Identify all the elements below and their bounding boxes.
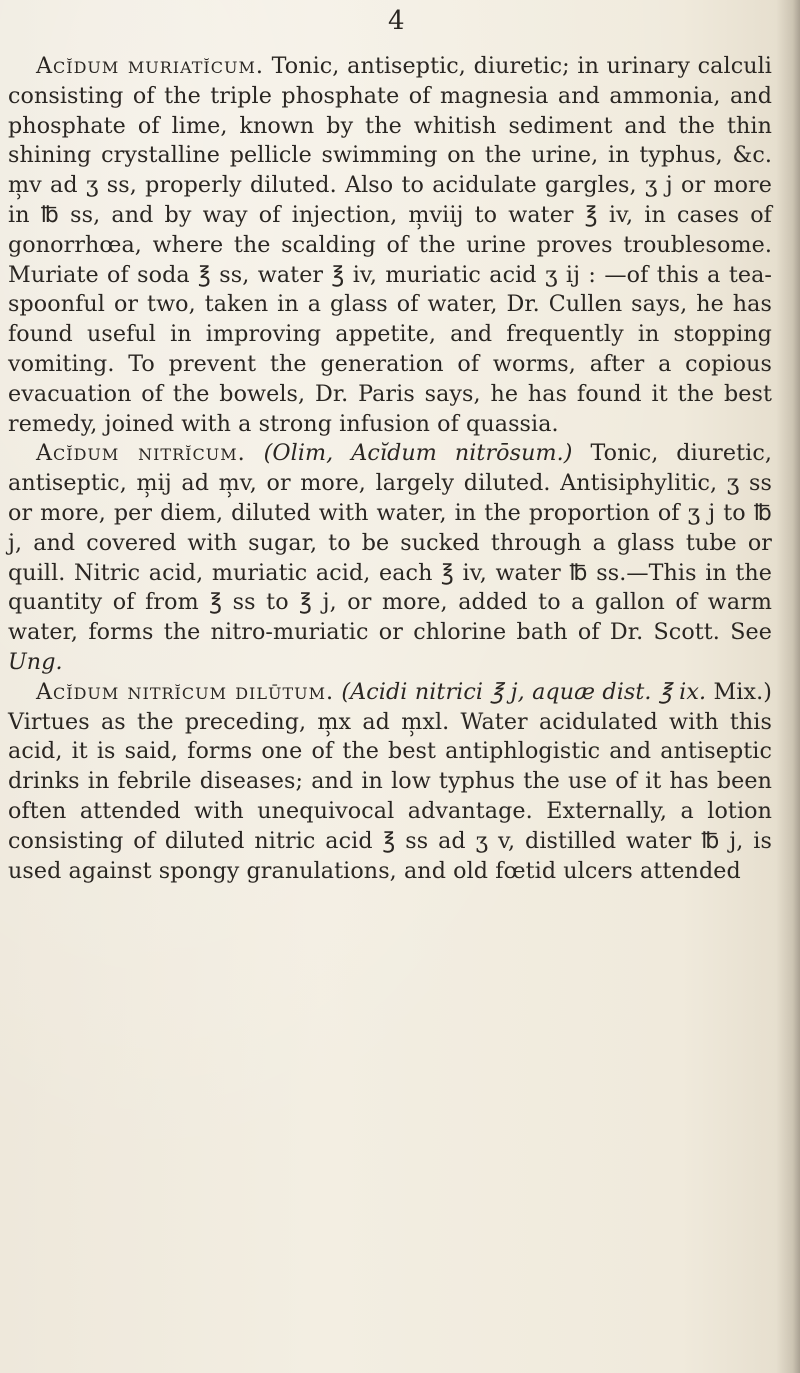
page-edge-shadow [776,0,800,1373]
entry-text: Virtues as the preceding, m̹x ad m̹xl. Water acidulated with this acid, it is said, forms one of the best antiphlogistic and antiseptic drinks in febrile diseases; and in low typhus the use of it has been often attended with unequivocal advantage. Externally, a lotion consisting of diluted nitric acid ℥ ss ad ʒ v, distilled water ℔ j, is used against spongy granulations, and old fœtid ulcers attended [8,708,772,884]
page-number: 4 [388,6,405,36]
entry-heading: Acĭdum muriatĭcum. [36,53,264,79]
entry-heading: Acĭdum nitrĭcum. [36,440,246,467]
entry-text: Tonic, antiseptic, diuretic; in urinary calculi consisting of the triple phosphate of magnesia and ammonia, and phosphate of lime, known by the whitish sediment and the thin shining crystalline pellicle swimming on the urine, in typhus, &c. m̹v ad ʒ ss, properly diluted. Also to acidulate gargles, ʒ j or more in ℔ ss, and by way of injection, m̹viij to water ℥ iv, in cases of gonorrhœa, where the scalding of the urine proves troublesome. Muriate of soda ℥ ss, water ℥ iv, muriatic acid ʒ ij : —of this a tea-spoonful or two, taken in a glass of water, Dr. Cullen says, he has found useful in improving appetite, and frequently in stopping vomiting. To prevent the generation of worms, after a copious evacuation of the bowels, Dr. Paris says, he has found it the best remedy, joined with a strong infusion of quassia. [8,53,772,437]
entry-synonym: (Olim, Acĭdum nitrōsum.) [263,440,573,467]
entry-synonym: (Acidi nitrici ℥ j, aquæ dist. ℥ ix. [341,678,707,705]
entry-synonym-tail: Mix.) [713,678,772,705]
entry-acidum-nitricum-dilutum [8,678,772,887]
entry-reference: Ung. [8,648,63,675]
entry-acidum-muriaticum [8,52,772,439]
entry-text: Tonic, diuretic, antiseptic, m̹ij ad m̹v, or more, largely diluted. Antisiphylitic, ʒ ss or more, per diem, diluted with water, in the proportion of ʒ j to ℔ j, and covered with sugar, to be sucked through a glass tube or quill. Nitric acid, muriatic acid, each ℥ iv, water ℔ ss.—This in the quantity of from ℥ ss to ℥ j, or more, added to a gallon of warm water, forms the nitro-muriatic or chlorine bath of Dr. Scott. See [8,440,773,646]
entry-heading: Acĭdum nitrĭcum dilūtum. [36,678,335,705]
entry-acidum-nitricum [8,439,772,677]
body-text [8,52,772,886]
